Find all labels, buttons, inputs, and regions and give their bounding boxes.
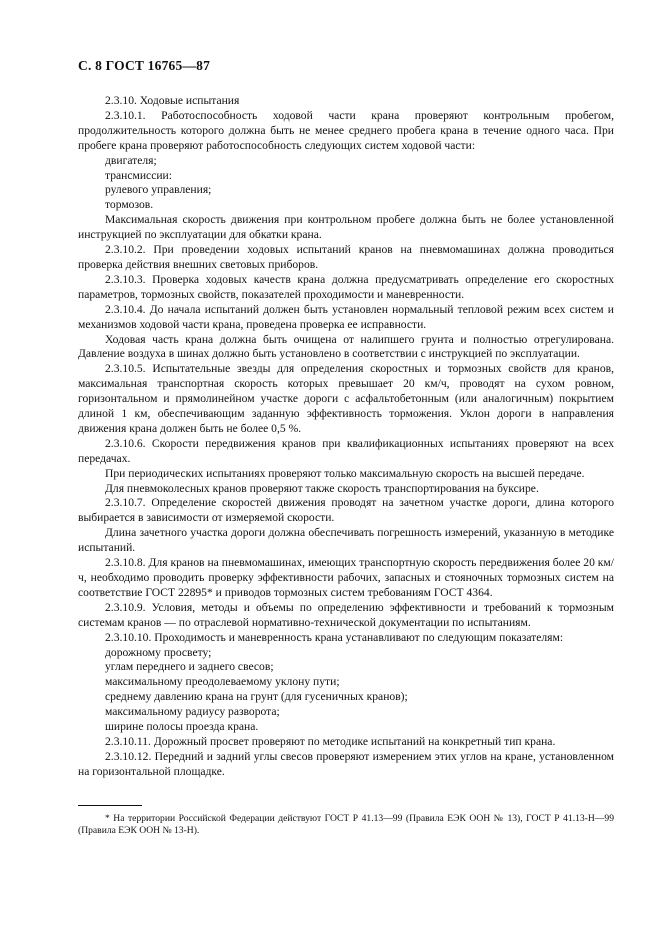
list-item: максимальному преодолеваемому уклону пути; [105,675,340,689]
paragraph: При периодических испытаниях проверяют только максимальную скорость на высшей передаче. [105,466,585,480]
paragraph: 2.3.10.1. Работоспособность ходовой части крана проверяют контрольным пробегом, продолжительность которого должна быть не менее среднего пробега крана в течение одного часа. При пробеге крана проверяют работоспособность следующих систем ходовой части: [78,108,614,152]
list-item: двигателя; [105,153,157,167]
list-item: дорожному просвету; [105,645,212,659]
paragraph: 2.3.10.10. Проходимость и маневренность крана устанавливают по следующим показателям: [105,630,564,644]
list-item: среднему давлению крана на грунт (для гусеничных кранов); [105,690,408,704]
paragraph: Ходовая часть крана должна быть очищена от налипшего грунта и полностью отрегулирована. Давление воздуха в шинах должно быть установлено в соответствии с инструкцией по эксплуатации. [78,332,614,361]
paragraph: Для пневмоколесных кранов проверяют также скорость транспортирования на буксире. [105,481,539,495]
paragraph: 2.3.10.9. Условия, методы и объемы по определению эффективности и требований к тормозным системам кранов — по отраслевой нормативно-технической документации по испытаниям. [78,600,614,629]
list-item: трансмиссии: [105,168,172,182]
paragraph: 2.3.10.8. Для кранов на пневмомашинах, имеющих транспортную скорость передвижения более 20 км/ч, необходимо проводить проверку эффективности рабочих, запасных и стояночных тормозных систем на соответствие ГОСТ 22895* и приводов тормозных систем требованиям ГОСТ 4364. [78,556,614,599]
paragraph: 2.3.10.12. Передний и задний углы свесов проверяют измерением этих углов на кране, установленном на горизонтальной площадке. [78,749,614,778]
page-header: С. 8 ГОСТ 16765—87 [78,58,211,73]
list-item: максимальному радиусу разворота; [105,705,280,719]
list-item: рулевого управления; [105,183,212,197]
paragraph: Длина зачетного участка дороги должна обеспечивать погрешность измерений, указанную в методике испытаний. [78,526,614,555]
paragraph: 2.3.10.5. Испытательные звезды для определения скоростных и тормозных свойств для кранов, максимальная транспортная скорость которых превышает 20 км/ч, проводят на сухом ровном, горизонтальном и прямолинейном участке дороги с асфальтобетонным (или аналогичным) покрытием длиной 1 км, обеспечивающим заданную эффективность торможения. Уклон дороги в направления движения крана должен быть не более 0,5 %. [78,362,614,435]
paragraph: Максимальная скорость движения при контрольном пробеге должна быть не более установленной инструкцией по эксплуатации для обкатки крана. [78,213,614,242]
paragraph: 2.3.10.6. Скорости передвижения кранов при квалификационных испытаниях проверяют на всех передачах. [78,436,614,465]
paragraph: 2.3.10. Ходовые испытания [105,94,240,107]
list-item: тормозов. [105,198,154,212]
list-item: углам переднего и заднего свесов; [105,660,274,674]
paragraph: 2.3.10.3. Проверка ходовых качеств крана должна предусматривать определение его скоростных параметров, тормозных свойств, показателей проходимости и маневренности. [78,272,614,301]
paragraph: 2.3.10.11. Дорожный просвет проверяют по методике испытаний на конкретный тип крана. [105,734,556,748]
paragraph: 2.3.10.7. Определение скоростей движения проводят на зачетном участке дороги, длина которого выбирается в зависимости от измеряемой скорости. [78,496,614,525]
paragraph: 2.3.10.4. До начала испытаний должен быть установлен нормальный тепловой режим всех систем и механизмов ходовой части крана, проведена проверка ее исправности. [78,302,614,331]
footnote-divider [78,805,142,806]
footnote: * На территории Российской Федерации действуют ГОСТ Р 41.13—99 (Правила ЕЭК ООН № 13), ГОСТ Р 41.13-Н—99 (Правила ЕЭК ООН № 13-Н). [78,813,614,837]
paragraph: 2.3.10.2. При проведении ходовых испытаний кранов на пневмомашинах должна проводиться проверка действия внешних световых приборов. [78,243,614,271]
list-item: ширине полосы проезда крана. [105,720,259,734]
document-body [78,94,614,780]
